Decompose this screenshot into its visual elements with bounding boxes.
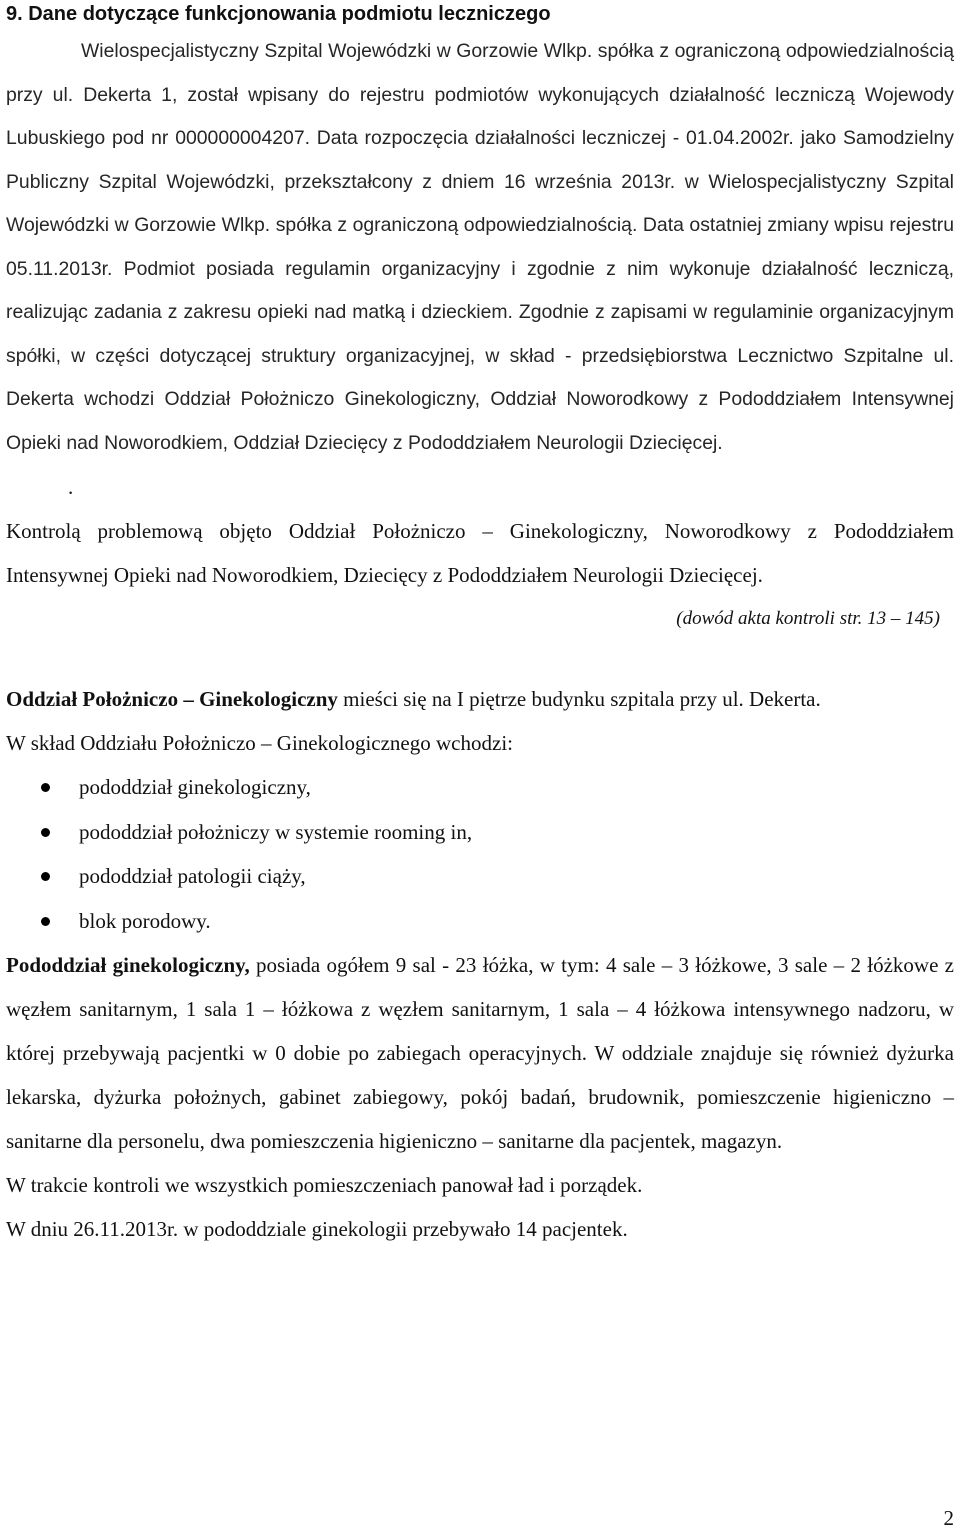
- subunit-list: [6, 765, 954, 943]
- paragraph-gynecology-unit: [6, 943, 954, 1163]
- bullet-icon: [41, 828, 50, 837]
- section-heading: 9. Dane dotyczące funkcjonowania podmiotu leczniczego: [6, 3, 551, 25]
- list-item-label: pododdział patologii ciąży,: [79, 864, 306, 888]
- paragraph-ward-composition: W skład Oddziału Położniczo – Ginekologicznego wchodzi:: [6, 731, 513, 755]
- paragraph-order: W trakcie kontroli we wszystkich pomieszczeniach panował ład i porządek.: [6, 1173, 643, 1197]
- registration-text: Wielospecjalistyczny Szpital Wojewódzki w Gorzowie Wlkp. spółka z ograniczoną odpowiedzialnością przy ul. Dekerta 1, został wpisany do rejestru podmiotów wykonujących działalność leczniczą Wojewody Lubuskiego pod nr 000000004207. Data rozpoczęcia działalności leczniczej - 01.04.2002r. jako Samodzielny Publiczny Szpital Wojewódzki, przekształcony z dniem 16 września 2013r. w Wielospecjalistyczny Szpital Wojewódzki w Gorzowie Wlkp. spółka z ograniczoną odpowiedzialnością. Data ostatniej zmiany wpisu rejestru 05.11.2013r.: [6, 40, 954, 280]
- list-item: [6, 765, 954, 810]
- unit-name: Pododdział ginekologiczny,: [6, 953, 250, 977]
- paragraph-patient-count: W dniu 26.11.2013r. w pododdziale ginekologii przebywało 14 pacjentek.: [6, 1217, 628, 1241]
- bullet-icon: [41, 872, 50, 881]
- list-item-label: blok porodowy.: [79, 908, 211, 933]
- list-item-label: pododdział położniczy w systemie rooming in,: [79, 819, 473, 844]
- bullet-icon: [41, 917, 50, 926]
- list-item: [6, 810, 954, 855]
- bullet-icon: [41, 783, 50, 792]
- regulation-text: Podmiot posiada regulamin organizacyjny i zgodnie z nim wykonuje działalność leczniczą, realizując zadania z zakresu opieki nad matką i dzieckiem. Zgodnie z zapisami w regulaminie organizacyjnym spółki, w części dotyczącej struktury organizacyjnej, w skład - przedsiębiorstwa Lecznictwo Szpitalne ul. Dekerta wchodzi Oddział Położniczo Ginekologiczny, Oddział Noworodkowy z Pododdziałem Intensywnej Opieki nad Noworodkiem, Oddział Dziecięcy z Pododdziałem Neurologii Dziecięcej.: [6, 257, 955, 454]
- page-number: 2: [943, 1506, 954, 1530]
- paragraph-registration: [6, 30, 954, 465]
- evidence-reference: (dowód akta kontroli str. 13 – 145): [676, 608, 940, 629]
- separator-dot: .: [68, 475, 74, 499]
- ward-location-text: mieści się na I piętrze budynku szpitala przy ul. Dekerta.: [337, 687, 821, 711]
- unit-description: posiada ogółem 9 sal - 23 łóżka, w tym: 4 sale – 3 łóżkowe, 3 sale – 2 łóżkowe z węzłem sanitarnym, 1 sala 1 – łóżkowa z węzłem sanitarnym, 1 sala – 4 łóżkowa intensywnego nadzoru, w której przebywają pacjentki w 0 dobie po zabiegach operacyjnych. W oddziale znajduje się również dyżurka lekarska, dyżurka położnych, gabinet zabiegowy, pokój badań, brudownik, pomieszczenie higieniczno – sanitarne dla personelu, dwa pomieszczenia higieniczno – sanitarne dla pacjentek, magazyn.: [6, 953, 954, 1153]
- paragraph-ward-location: [6, 677, 954, 721]
- document-page: [6, 0, 954, 1251]
- paragraph-scope: Kontrolą problemową objęto Oddział Położniczo – Ginekologiczny, Noworodkowy z Pododdziałem Intensywnej Opieki nad Noworodkiem, Dziecięcy z Pododdziałem Neurologii Dziecięcej.: [6, 519, 954, 587]
- spacer: [6, 641, 954, 677]
- ward-name: Oddział Położniczo – Ginekologiczny: [6, 687, 338, 711]
- list-item: [6, 854, 954, 899]
- list-item-label: pododdział ginekologiczny,: [79, 775, 311, 799]
- list-item: [6, 899, 954, 944]
